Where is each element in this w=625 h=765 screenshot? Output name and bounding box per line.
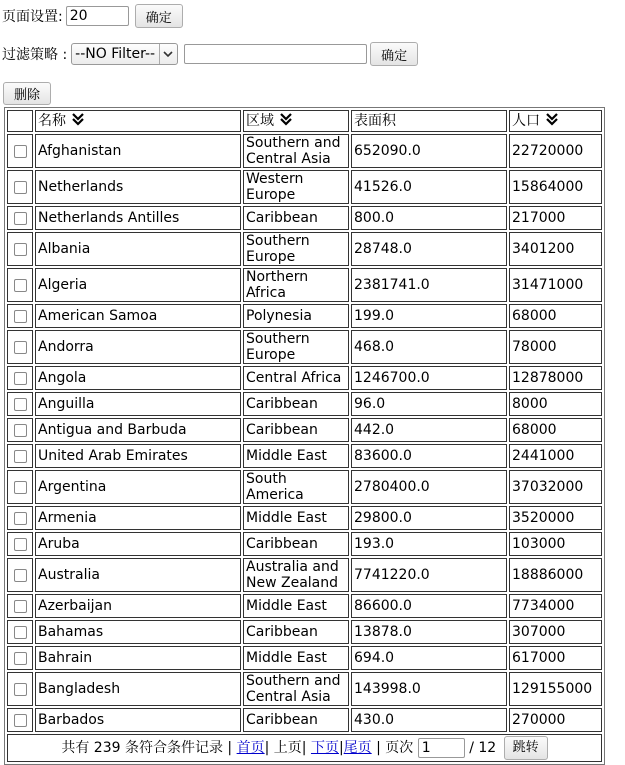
row-checkbox[interactable] [14,683,27,696]
row-checkbox[interactable] [14,512,27,525]
cell-area: 694.0 [351,646,507,670]
cell-area: 193.0 [351,532,507,556]
cell-population: 103000 [509,532,602,556]
cell-region: Southern and Central Asia [243,134,349,168]
prev-page-text: 上页| [273,740,307,756]
table-row [7,170,602,204]
cell-region: Australia and New Zealand [243,558,349,592]
row-select-cell [7,444,33,468]
page-setting-bar [2,4,183,28]
row-checkbox[interactable] [14,279,27,292]
cell-region: Middle East [243,506,349,530]
table-header-row [7,110,602,132]
cell-area: 430.0 [351,708,507,732]
cell-name: Aruba [35,532,241,556]
cell-population: 22720000 [509,134,602,168]
row-checkbox[interactable] [14,652,27,665]
table-row [7,646,602,670]
cell-region: Northern Africa [243,268,349,302]
row-select-cell [7,506,33,530]
row-checkbox[interactable] [14,212,27,225]
cell-area: 7741220.0 [351,558,507,592]
row-checkbox[interactable] [14,714,27,727]
cell-population: 2441000 [509,444,602,468]
table-row [7,268,602,302]
cell-area: 2381741.0 [351,268,507,302]
row-select-cell [7,304,33,328]
country-table [4,107,605,765]
row-select-cell [7,620,33,644]
sort-down-icon[interactable] [280,112,292,130]
cell-population: 3401200 [509,232,602,266]
cell-name: United Arab Emirates [35,444,241,468]
cell-name: Angola [35,366,241,390]
row-select-cell [7,672,33,706]
table-row [7,330,602,364]
cell-region: Caribbean [243,620,349,644]
row-checkbox[interactable] [14,398,27,411]
cell-population: 8000 [509,392,602,416]
cell-region: Southern Europe [243,330,349,364]
filter-input[interactable] [184,44,367,64]
row-select-cell [7,594,33,618]
sort-down-icon[interactable] [72,112,84,130]
cell-population: 18886000 [509,558,602,592]
filter-select[interactable] [71,43,178,65]
cell-region: Caribbean [243,708,349,732]
cell-name: Bahamas [35,620,241,644]
row-select-cell [7,708,33,732]
cell-population: 129155000 [509,672,602,706]
row-checkbox[interactable] [14,626,27,639]
page-setting-confirm-button[interactable]: 确定 [135,4,183,28]
cell-population: 617000 [509,646,602,670]
row-select-cell [7,418,33,442]
column-header-label: 区域 [246,113,274,129]
cell-population: 31471000 [509,268,602,302]
row-checkbox[interactable] [14,450,27,463]
table-row [7,134,602,168]
row-select-cell [7,532,33,556]
cell-name: Andorra [35,330,241,364]
cell-population: 15864000 [509,170,602,204]
cell-region: Western Europe [243,170,349,204]
cell-population: 78000 [509,330,602,364]
column-header-label: 表面积 [354,113,396,129]
cell-region: Middle East [243,646,349,670]
filter-select-value: --NO Filter-- [75,46,156,62]
table-row [7,206,602,230]
chevron-down-icon [159,44,176,64]
row-checkbox[interactable] [14,181,27,194]
row-select-cell [7,232,33,266]
row-checkbox[interactable] [14,424,27,437]
row-select-cell [7,268,33,302]
cell-area: 96.0 [351,392,507,416]
table-row [7,672,602,706]
column-header-label: 名称 [38,113,66,129]
cell-region: South America [243,470,349,504]
cell-name: Antigua and Barbuda [35,418,241,442]
cell-region: Caribbean [243,418,349,442]
filter-bar [2,42,418,66]
cell-name: Australia [35,558,241,592]
cell-name: Algeria [35,268,241,302]
filter-confirm-button[interactable]: 确定 [370,42,418,66]
cell-region: Caribbean [243,206,349,230]
table-row [7,304,602,328]
row-checkbox[interactable] [14,481,27,494]
cell-area: 143998.0 [351,672,507,706]
select-column-header [7,110,33,132]
table-row [7,444,602,468]
cell-population: 270000 [509,708,602,732]
row-checkbox[interactable] [14,341,27,354]
filter-label: 过滤策略 : [2,47,68,63]
table-row [7,620,602,644]
cell-population: 7734000 [509,594,602,618]
row-checkbox[interactable] [14,310,27,323]
table-row [7,366,602,390]
row-checkbox[interactable] [14,538,27,551]
column-header-population[interactable] [509,110,602,132]
cell-region: Caribbean [243,392,349,416]
cell-region: Southern and Central Asia [243,672,349,706]
toolbar [3,82,51,105]
cell-name: Bahrain [35,646,241,670]
first-page-link[interactable]: 首页 [236,740,265,756]
table-row [7,470,602,504]
column-header-name[interactable] [35,110,241,132]
cell-name: Bangladesh [35,672,241,706]
record-count-text: 共有 239 条符合条件记录 | [61,740,233,756]
cell-area: 28748.0 [351,232,507,266]
cell-area: 83600.0 [351,444,507,468]
table-row [7,392,602,416]
cell-region: Caribbean [243,532,349,556]
cell-area: 2780400.0 [351,470,507,504]
row-select-cell [7,330,33,364]
pagination-bar [7,734,602,762]
pagination-row [7,734,602,762]
cell-area: 1246700.0 [351,366,507,390]
next-page-link[interactable]: 下页 [310,740,339,756]
cell-population: 37032000 [509,470,602,504]
row-checkbox[interactable] [14,145,27,158]
table-row [7,418,602,442]
cell-population: 3520000 [509,506,602,530]
cell-area: 468.0 [351,330,507,364]
table-row [7,558,602,592]
column-header-label: 人口 [512,113,540,129]
page-setting-label: 页面设置: [2,9,63,25]
cell-area: 13878.0 [351,620,507,644]
row-checkbox[interactable] [14,243,27,256]
cell-population: 68000 [509,304,602,328]
cell-area: 652090.0 [351,134,507,168]
row-select-cell [7,170,33,204]
row-select-cell [7,392,33,416]
cell-population: 217000 [509,206,602,230]
delete-button[interactable]: 删除 [3,82,51,105]
row-select-cell [7,366,33,390]
cell-name: Afghanistan [35,134,241,168]
column-header-area[interactable] [351,110,507,132]
cell-name: American Samoa [35,304,241,328]
cell-region: Middle East [243,444,349,468]
page-number-input[interactable] [418,738,465,758]
cell-name: Netherlands [35,170,241,204]
cell-name: Armenia [35,506,241,530]
row-select-cell [7,558,33,592]
cell-area: 41526.0 [351,170,507,204]
cell-name: Anguilla [35,392,241,416]
page-size-input[interactable] [66,6,129,26]
table-row [7,594,602,618]
last-page-link[interactable]: 尾页 [343,740,372,756]
sort-down-icon[interactable] [546,112,558,130]
cell-area: 29800.0 [351,506,507,530]
cell-name: Argentina [35,470,241,504]
cell-area: 86600.0 [351,594,507,618]
pagination-separator: | [264,740,270,756]
cell-name: Barbados [35,708,241,732]
row-checkbox[interactable] [14,569,27,582]
table-row [7,506,602,530]
cell-name: Netherlands Antilles [35,206,241,230]
cell-area: 442.0 [351,418,507,442]
row-select-cell [7,134,33,168]
pagination-separator: | [338,740,344,756]
cell-area: 199.0 [351,304,507,328]
cell-area: 800.0 [351,206,507,230]
page-number-label: | 页次 [376,740,414,756]
table-row [7,232,602,266]
row-checkbox[interactable] [14,372,27,385]
table-row [7,532,602,556]
jump-button[interactable]: 跳转 [504,736,548,760]
column-header-region[interactable] [243,110,349,132]
cell-population: 12878000 [509,366,602,390]
cell-region: Middle East [243,594,349,618]
cell-region: Southern Europe [243,232,349,266]
row-select-cell [7,206,33,230]
row-select-cell [7,470,33,504]
cell-name: Albania [35,232,241,266]
cell-region: Central Africa [243,366,349,390]
cell-name: Azerbaijan [35,594,241,618]
row-checkbox[interactable] [14,600,27,613]
table-row [7,708,602,732]
cell-region: Polynesia [243,304,349,328]
cell-population: 307000 [509,620,602,644]
row-select-cell [7,646,33,670]
page-total-text: / 12 [469,740,497,756]
cell-population: 68000 [509,418,602,442]
